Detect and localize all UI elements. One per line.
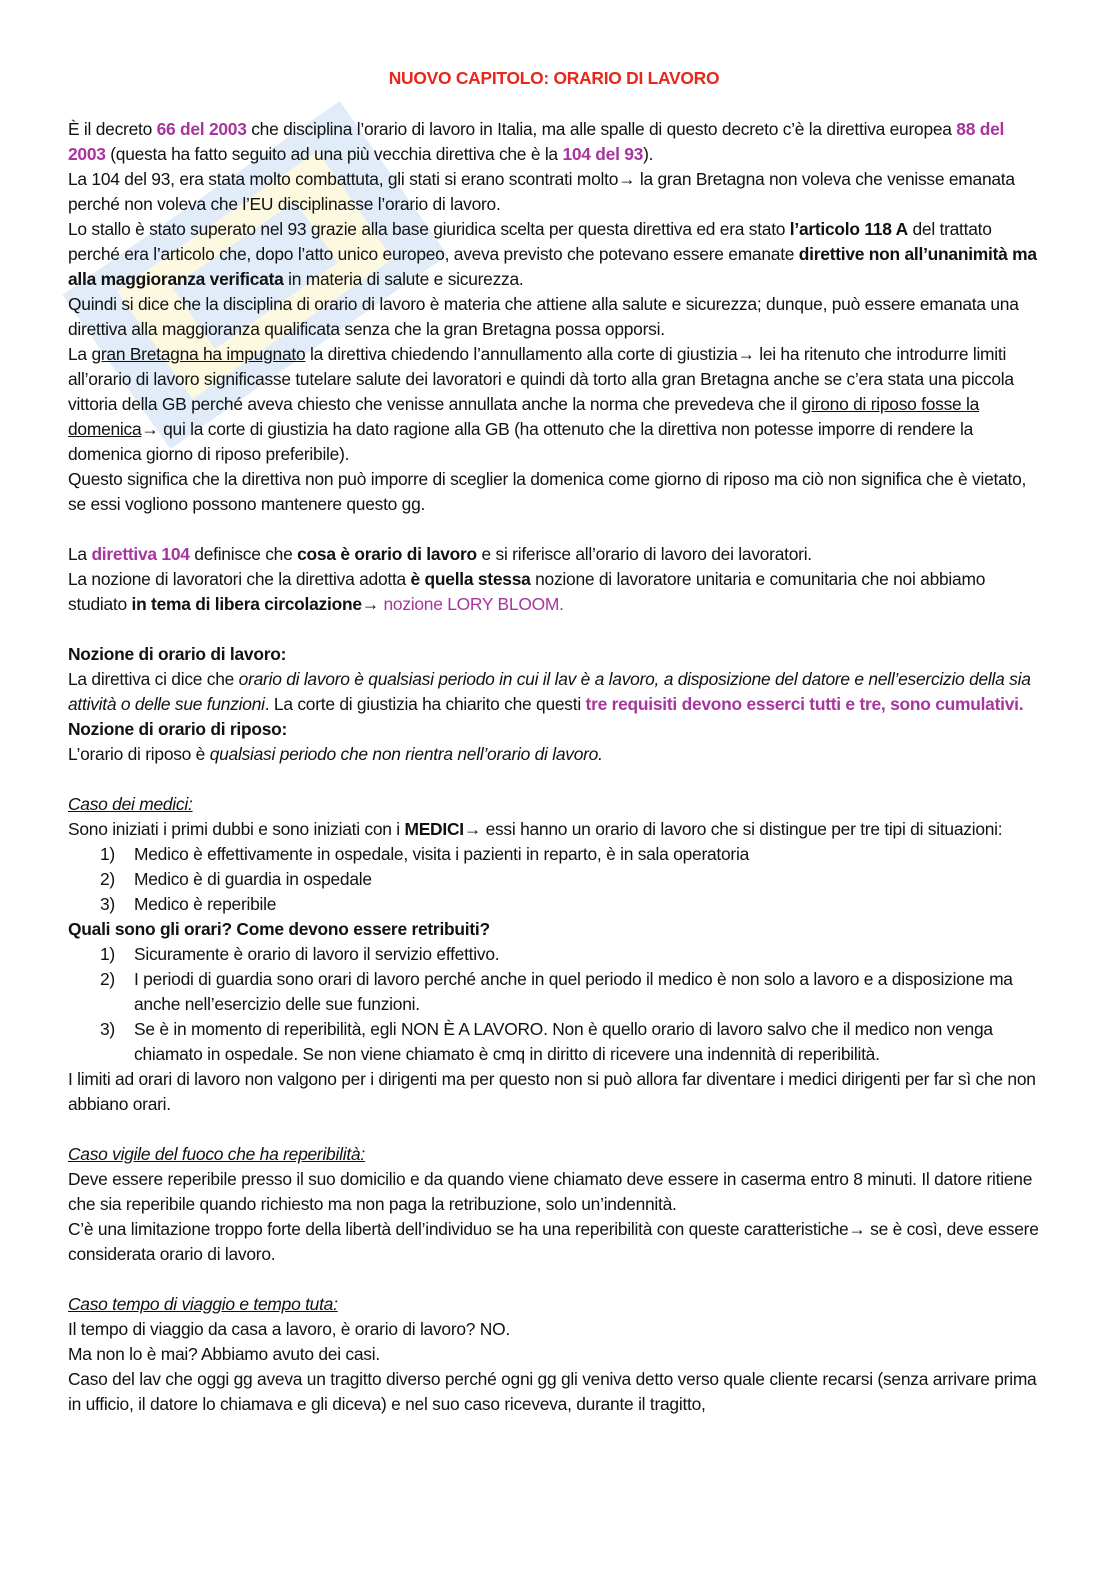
emphasis-run: cosa è orario di lavoro <box>297 544 477 564</box>
paragraph <box>68 642 1040 667</box>
list-text <box>134 942 1040 967</box>
text-run: La direttiva ci dice che <box>68 669 239 689</box>
document-page <box>68 66 1040 1417</box>
text-run: definisce che <box>189 544 298 564</box>
paragraph <box>68 342 1040 467</box>
list-number: 1) <box>100 844 115 864</box>
text-run: Se è in momento di reperibilità, egli NON È A LAVORO. Non è quello orario di lavoro salvo che il medico non venga chiamato in ospedale. Se non viene chiamato è cmq in diritto di ricevere una indennità di reperibilità. <box>134 1019 993 1064</box>
paragraph <box>68 1292 1040 1317</box>
emphasis-run: Nozione di orario di lavoro: <box>68 644 287 664</box>
paragraph <box>68 1317 1040 1342</box>
blank-line <box>68 1267 1040 1292</box>
text-run: È il decreto <box>68 119 157 139</box>
text-run: del trattato perché era l’articolo che, dopo l’atto unico europeo, aveva previsto che potevano essere emanate <box>68 219 992 264</box>
emphasis-run: Nozione di orario di riposo: <box>68 719 288 739</box>
paragraph <box>68 567 1040 617</box>
text-run: Sono iniziati i primi dubbi e sono iniziati con i <box>68 819 405 839</box>
section-heading: Caso dei medici: <box>68 794 193 814</box>
list-item <box>68 842 1040 867</box>
blank-line <box>68 767 1040 792</box>
text-run: e si riferisce all’orario di lavoro dei lavoratori. <box>476 544 812 564</box>
emphasis-run: qualsiasi periodo che non rientra nell’orario di lavoro. <box>209 744 603 764</box>
paragraph <box>68 792 1040 817</box>
text-run: . La corte di giustizia ha chiarito che questi <box>264 694 586 714</box>
paragraph <box>68 1217 1040 1267</box>
section-heading: Caso vigile del fuoco che ha reperibilità: <box>68 1144 365 1164</box>
text-run: La nozione di lavoratori che la direttiva adotta <box>68 569 411 589</box>
emphasis-run: orario di lavoro è qualsiasi periodo in cui il lav è a lavoro, a disposizione del datore e nell’esercizio della sia attività o delle sue funzioni <box>68 669 1031 714</box>
paragraph <box>68 1167 1040 1217</box>
list-number: 3) <box>100 894 115 914</box>
list-text <box>134 867 1040 892</box>
text-run: → <box>361 594 384 614</box>
emphasis-run: direttiva 104 <box>91 544 190 564</box>
list-number: 2) <box>100 869 115 889</box>
emphasis-run: è quella stessa <box>410 569 531 589</box>
paragraph <box>68 542 1040 567</box>
emphasis-run: 66 del 2003 <box>156 119 247 139</box>
list-text <box>134 842 1040 867</box>
text-run: Ma non lo è mai? Abbiamo avuto dei casi. <box>68 1344 380 1364</box>
emphasis-run: tre requisiti devono esserci tutti e tre, sono cumulativi. <box>585 694 1024 714</box>
text-run: Medico è reperibile <box>134 894 277 914</box>
emphasis-run: direttive non all’unanimità ma alla maggioranza verificata <box>68 244 1037 289</box>
list-text <box>134 1017 1040 1067</box>
emphasis-run: Quali sono gli orari? Come devono essere retribuiti? <box>68 919 490 939</box>
text-run: L’orario di riposo è <box>68 744 210 764</box>
emphasis-run: nozione LORY BLOOM. <box>383 594 564 614</box>
text-run: la direttiva chiedendo l’annullamento alla corte di giustizia→ lei ha ritenuto che introdurre limiti all’orario di lavoro significasse tutelare salute dei lavoratori e quindi dà torto alla gran Bretagna anche se c’era stata una piccola vittoria della GB perché aveva chiesto che venisse annullata anche la norma che prevedeva che il <box>68 344 1014 414</box>
text-run: I limiti ad orari di lavoro non valgono per i dirigenti ma per questo non si può allora far diventare i medici dirigenti per far sì che non abbiano orari. <box>68 1069 1036 1114</box>
text-run: La 104 del 93, era stata molto combattuta, gli stati si erano scontrati molto→ la gran Bretagna non voleva che venisse emanata perché non voleva che l’EU disciplinasse l’orario di lavoro. <box>68 169 1015 214</box>
document-body <box>68 117 1040 1417</box>
emphasis-run: in tema di libera circolazione <box>131 594 362 614</box>
text-run: I periodi di guardia sono orari di lavoro perché anche in quel periodo il medico è non solo a lavoro e a disposizione ma anche nell’esercizio delle sue funzioni. <box>134 969 1013 1014</box>
list-item <box>68 942 1040 967</box>
text-run: Sicuramente è orario di lavoro il servizio effettivo. <box>134 944 500 964</box>
text-run: Lo stallo è stato superato nel 93 grazie alla base giuridica scelta per questa direttiva ed era stato <box>68 219 790 239</box>
paragraph <box>68 667 1040 717</box>
text-run: Questo significa che la direttiva non può imporre di sceglier la domenica come giorno di riposo ma ciò non significa che è vietato, se essi vogliono possono mantenere questo gg. <box>68 469 1027 514</box>
text-run: Medico è di guardia in ospedale <box>134 869 372 889</box>
paragraph <box>68 742 1040 767</box>
emphasis-run: l’articolo 118 A <box>789 219 908 239</box>
text-run: La <box>68 344 92 364</box>
text-run: nozione di lavoratore unitaria e comunitaria che noi abbiamo studiato <box>68 569 986 614</box>
blank-line <box>68 1117 1040 1142</box>
emphasis-run: girono di riposo fosse la domenica <box>68 394 980 439</box>
text-run: La <box>68 544 92 564</box>
paragraph <box>68 292 1040 342</box>
paragraph <box>68 917 1040 942</box>
chapter-title: NUOVO CAPITOLO: ORARIO DI LAVORO <box>388 68 720 88</box>
blank-line <box>68 617 1040 642</box>
emphasis-run: 104 del 93 <box>562 144 644 164</box>
paragraph <box>68 1142 1040 1167</box>
list-text <box>134 892 1040 917</box>
text-run: Caso del lav che oggi gg aveva un tragitto diverso perché ogni gg gli veniva detto verso quale cliente recarsi (senza arrivare prima in ufficio, il datore lo chiamava e gli diceva) e nel suo caso riceveva, durante il tragitto, <box>68 1369 1037 1414</box>
list-item <box>68 1017 1040 1067</box>
list-item <box>68 867 1040 892</box>
emphasis-run: MEDICI <box>404 819 464 839</box>
list-number: 3) <box>100 1019 115 1039</box>
paragraph <box>68 117 1040 167</box>
paragraph <box>68 1342 1040 1367</box>
text-run: Deve essere reperibile presso il suo domicilio e da quando viene chiamato deve essere in caserma entro 8 minuti. Il datore ritiene che sia reperibile quando richiesto ma non paga la retribuzione, solo un’indennità. <box>68 1169 1033 1214</box>
text-run: → qui la corte di giustizia ha dato ragione alla GB (ha ottenuto che la direttiva non potesse imporre di rendere la domenica giorno di riposo preferibile). <box>68 419 974 464</box>
paragraph <box>68 717 1040 742</box>
text-run: → essi hanno un orario di lavoro che si distingue per tre tipi di situazioni: <box>463 819 1003 839</box>
section-heading: Caso tempo di viaggio e tempo tuta: <box>68 1294 338 1314</box>
list-number: 2) <box>100 969 115 989</box>
list-text <box>134 967 1040 1017</box>
emphasis-run: gran Bretagna ha impugnato <box>91 344 306 364</box>
list-item <box>68 967 1040 1017</box>
paragraph <box>68 1067 1040 1117</box>
text-run: Il tempo di viaggio da casa a lavoro, è orario di lavoro? NO. <box>68 1319 510 1339</box>
text-run: Quindi si dice che la disciplina di orario di lavoro è materia che attiene alla salute e sicurezza; dunque, può essere emanata una direttiva alla maggioranza qualificata senza che la gran Bretagna possa opporsi. <box>68 294 1019 339</box>
paragraph <box>68 467 1040 517</box>
paragraph <box>68 1367 1040 1417</box>
paragraph <box>68 817 1040 842</box>
emphasis-run: 88 del 2003 <box>68 119 1005 164</box>
text-run: C’è una limitazione troppo forte della libertà dell’individuo se ha una reperibilità con queste caratteristiche→ se è così, deve essere considerata orario di lavoro. <box>68 1219 1039 1264</box>
list-number: 1) <box>100 944 115 964</box>
blank-line <box>68 517 1040 542</box>
text-run: ). <box>643 144 654 164</box>
text-run: che disciplina l’orario di lavoro in Italia, ma alle spalle di questo decreto c’è la direttiva europea <box>246 119 957 139</box>
paragraph <box>68 167 1040 217</box>
text-run: in materia di salute e sicurezza. <box>283 269 524 289</box>
paragraph <box>68 217 1040 292</box>
text-run: (questa ha fatto seguito ad una più vecchia direttiva che è la <box>105 144 563 164</box>
list-item <box>68 892 1040 917</box>
text-run: Medico è effettivamente in ospedale, visita i pazienti in reparto, è in sala operatoria <box>134 844 749 864</box>
